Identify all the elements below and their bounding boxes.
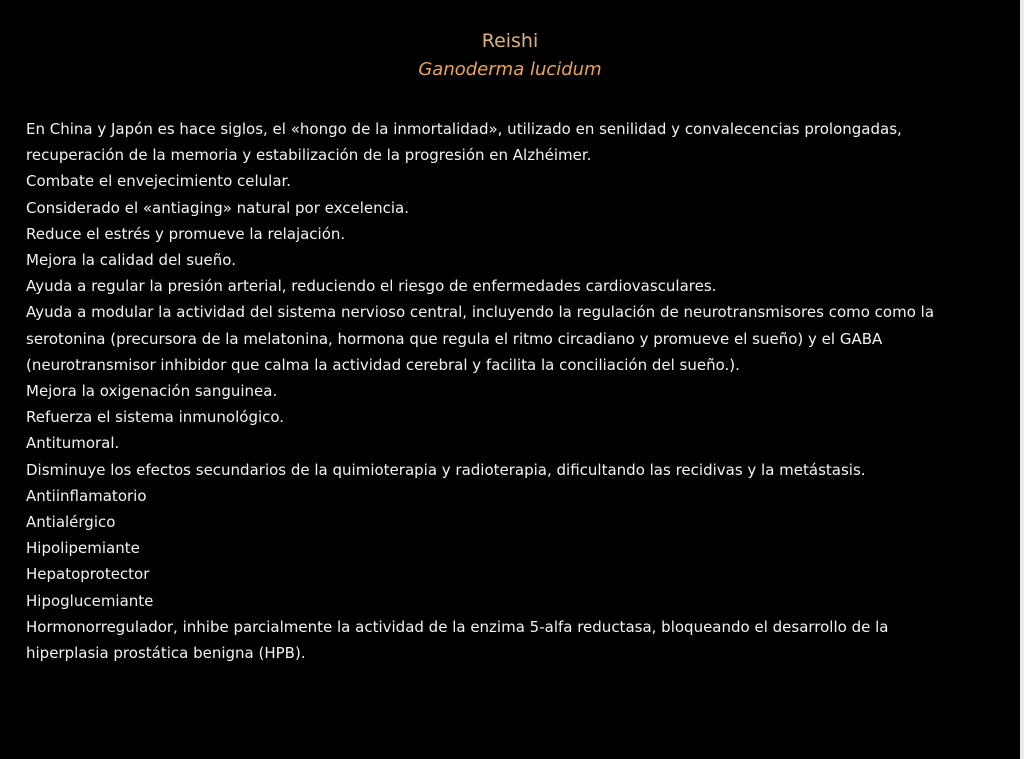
list-item: Considerado el «antiaging» natural por excelencia. xyxy=(26,198,410,217)
list-item: Ayuda a modular la actividad del sistema nervioso central, incluyendo la regulación de neurotransmisores como como la serotonina (precursora de la melatonina, hormona que regula el ritmo circadiano y promueve el sueño) y el GABA (neurotransmisor inhibidor que calma la actividad cerebral y facilita la conciliación del sueño.). xyxy=(26,303,935,374)
list-item: En China y Japón es hace siglos, el «hongo de la inmortalidad», utilizado en senilidad y convalecencias prolongadas, recuperación de la memoria y estabilización de la progresión en Alzhéimer. xyxy=(26,120,902,165)
list-item: Hepatoprotector xyxy=(26,565,150,584)
list-item: Reduce el estrés y promueve la relajación. xyxy=(26,224,346,243)
list-item: Disminuye los efectos secundarios de la quimioterapia y radioterapia, dificultando las recidivas y la metástasis. xyxy=(26,460,866,479)
page-edge xyxy=(1020,0,1024,759)
list-item: Ayuda a regular la presión arterial, reduciendo el riesgo de enfermedades cardiovasculares. xyxy=(26,277,717,296)
list-item: Hormonorregulador, inhibe parcialmente la actividad de la enzima 5-alfa reductasa, bloqueando el desarrollo de la hiperplasia prostática benigna (HPB). xyxy=(26,617,889,663)
page-subtitle: Ganoderma lucidum xyxy=(418,59,602,80)
list-item: Refuerza el sistema inmunológico. xyxy=(26,408,285,427)
list-item: Antitumoral. xyxy=(26,434,120,453)
list-item: Antialérgico xyxy=(26,513,116,532)
list-item: Hipolipemiante xyxy=(26,539,140,558)
list-item: Antiinflamatorio xyxy=(26,486,147,505)
list-item: Hipoglucemiante xyxy=(26,591,154,610)
list-item: Mejora la calidad del sueño. xyxy=(26,251,236,270)
list-item: Mejora la oxigenación sanguinea. xyxy=(26,382,278,401)
list-item: Combate el envejecimiento celular. xyxy=(26,172,292,191)
page-title: Reishi xyxy=(481,30,539,52)
benefits-list xyxy=(26,116,956,666)
